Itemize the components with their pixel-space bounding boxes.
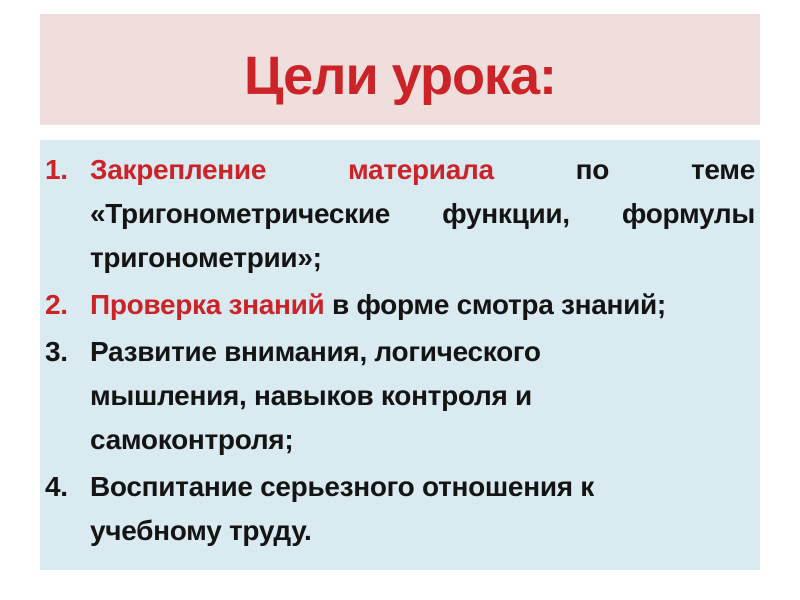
item-text: [90, 283, 755, 327]
item-number: 4.: [45, 471, 68, 502]
text-line: самоконтроля;: [90, 424, 294, 455]
text-line: мышления, навыков контроля и: [90, 380, 532, 411]
title-banner: [40, 14, 760, 125]
objectives-list: [45, 148, 755, 553]
item-number: 2.: [45, 289, 68, 320]
text-line: учебному труду.: [90, 515, 312, 546]
item-text: [90, 330, 755, 462]
text-line: Воспитание серьезного отношения к: [90, 471, 594, 502]
text-line: Развитие внимания, логического: [90, 336, 541, 367]
item-text: [90, 465, 755, 553]
list-item: [45, 465, 755, 553]
slide-title: Цели урока:: [244, 45, 556, 106]
list-item: [45, 148, 755, 280]
item-number: 1.: [45, 154, 68, 185]
text-segment: по теме «Тригонометрические функции, формулы тригонометрии»;: [90, 154, 755, 273]
item-text: [90, 148, 755, 280]
item-number: 3.: [45, 336, 68, 367]
list-item: [45, 330, 755, 462]
objectives-panel: [40, 140, 760, 570]
list-item: [45, 283, 755, 327]
text-segment: Проверка знаний: [90, 289, 325, 320]
text-segment: Закрепление материала: [90, 154, 494, 185]
text-segment: в форме смотра знаний;: [324, 289, 666, 320]
